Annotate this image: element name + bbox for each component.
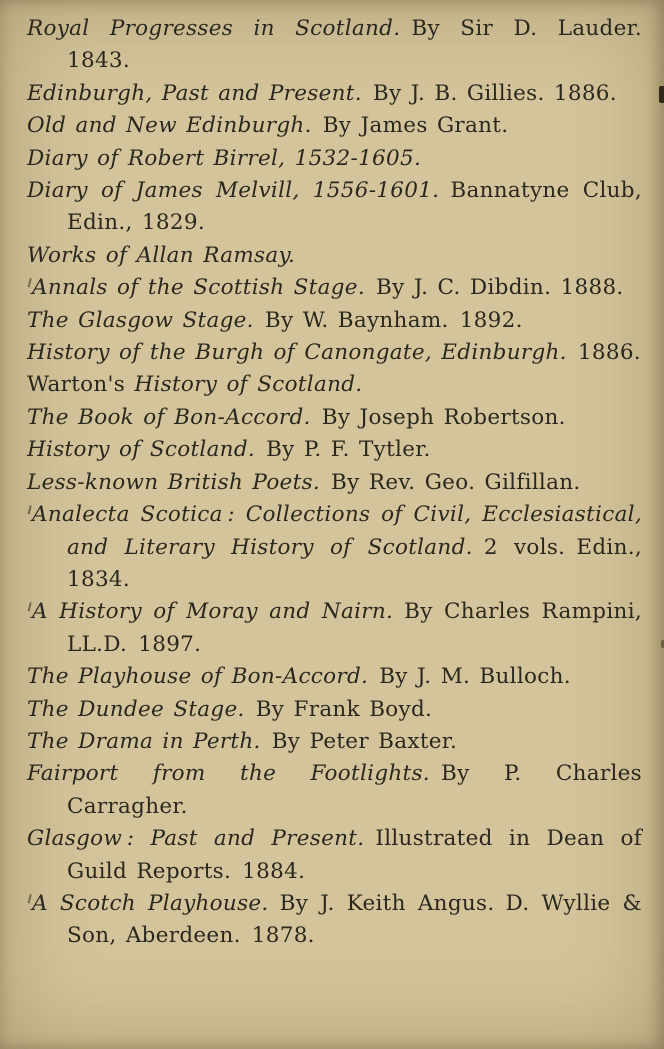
entry-detail: 1886. (566, 340, 641, 366)
entry-detail: By Rev. Geo. Gilfillan. (320, 469, 581, 495)
bibliography-entry (27, 467, 642, 499)
book-title: Works of Allan Ramsay. (27, 242, 296, 268)
book-title: The Playhouse of Bon-Accord. (27, 664, 369, 690)
book-title: Less-known British Poets. (27, 469, 320, 495)
book-title: The Dundee Stage. (27, 696, 245, 722)
entry-detail: By Sir D. Lauder. 1843. (67, 16, 642, 74)
entry-detail: Warton's (27, 372, 135, 398)
bibliography-entry (27, 596, 642, 661)
entry-detail: By J. Keith Angus. D. Wyllie & Son, Aberdeen. 1878. (67, 890, 642, 949)
entry-detail: By James Grant. (311, 113, 509, 139)
entry-detail: By Charles Rampini, LL.D. 1897. (67, 599, 642, 657)
bibliography-entry (27, 758, 642, 823)
book-title: Glasgow : Past and Present. (27, 826, 365, 852)
entry-detail: By Joseph Robertson. (310, 404, 566, 430)
bibliography-entry (27, 175, 642, 240)
bibliography-list (27, 13, 642, 953)
bibliography-entry (27, 305, 642, 337)
bibliography-entry (27, 661, 642, 693)
bibliography-entry (27, 823, 642, 888)
bibliography-entry (27, 369, 642, 401)
book-title: History of Scotland. (27, 437, 256, 463)
entry-detail: By J. M. Bulloch. (368, 664, 571, 690)
entry-detail: By Frank Boyd. (244, 696, 433, 722)
bibliography-entry (27, 143, 642, 175)
entry-detail: By J. B. Gillies. 1886. (361, 80, 617, 106)
book-title: Analecta Scotica : Collections of Civil, Ecclesiastical, and Literary History of Scotland. (32, 502, 642, 560)
book-title: The Drama in Perth. (27, 728, 261, 754)
bibliography-entry (27, 13, 642, 78)
book-title: Diary of Robert Birrel, 1532-1605. (27, 145, 422, 171)
entry-detail: 2 vols. Edin., 1834. (67, 534, 642, 592)
book-title: Diary of James Melvill, 1556-1601. (27, 178, 440, 204)
bibliography-entry (27, 240, 642, 272)
bibliography-entry (27, 272, 642, 304)
bibliography-entry (27, 888, 642, 953)
entry-detail: Illustrated in Dean of Guild Reports. 1884. (67, 826, 642, 884)
bibliography-entry (27, 726, 642, 758)
book-title: Annals of the Scottish Stage. (32, 275, 365, 301)
bibliography-entry (27, 402, 642, 434)
book-title: History of the Burgh of Canongate, Edinburgh. (27, 340, 567, 366)
entry-detail: By W. Baynham. 1892. (253, 307, 523, 333)
bibliography-entry (27, 499, 642, 596)
bibliography-entry (27, 434, 642, 466)
scan-artifact (659, 86, 664, 103)
entry-detail: By Peter Baxter. (260, 728, 458, 754)
book-title: History of Scotland. (134, 372, 363, 398)
book-title: The Book of Bon-Accord. (27, 404, 311, 430)
bibliography-entry (27, 337, 642, 369)
entry-detail: Bannatyne Club, Edin., 1829. (67, 178, 642, 236)
book-title: A History of Moray and Nairn. (32, 599, 394, 625)
book-title: A Scotch Playhouse. (32, 890, 269, 916)
book-title: The Glasgow Stage. (27, 307, 254, 333)
bibliography-entry (27, 78, 642, 110)
book-title: Fairport from the Footlights. (27, 761, 430, 787)
book-title: Edinburgh, Past and Present. (27, 80, 362, 106)
book-title: Old and New Edinburgh. (27, 113, 312, 139)
entry-detail: By J. C. Dibdin. 1888. (364, 275, 624, 301)
book-title: Royal Progresses in Scotland. (27, 16, 401, 41)
entry-detail: By P. Charles Carragher. (67, 761, 642, 819)
bibliography-entry (27, 694, 642, 726)
entry-detail: By P. F. Tytler. (255, 437, 431, 463)
bibliography-entry (27, 110, 642, 142)
